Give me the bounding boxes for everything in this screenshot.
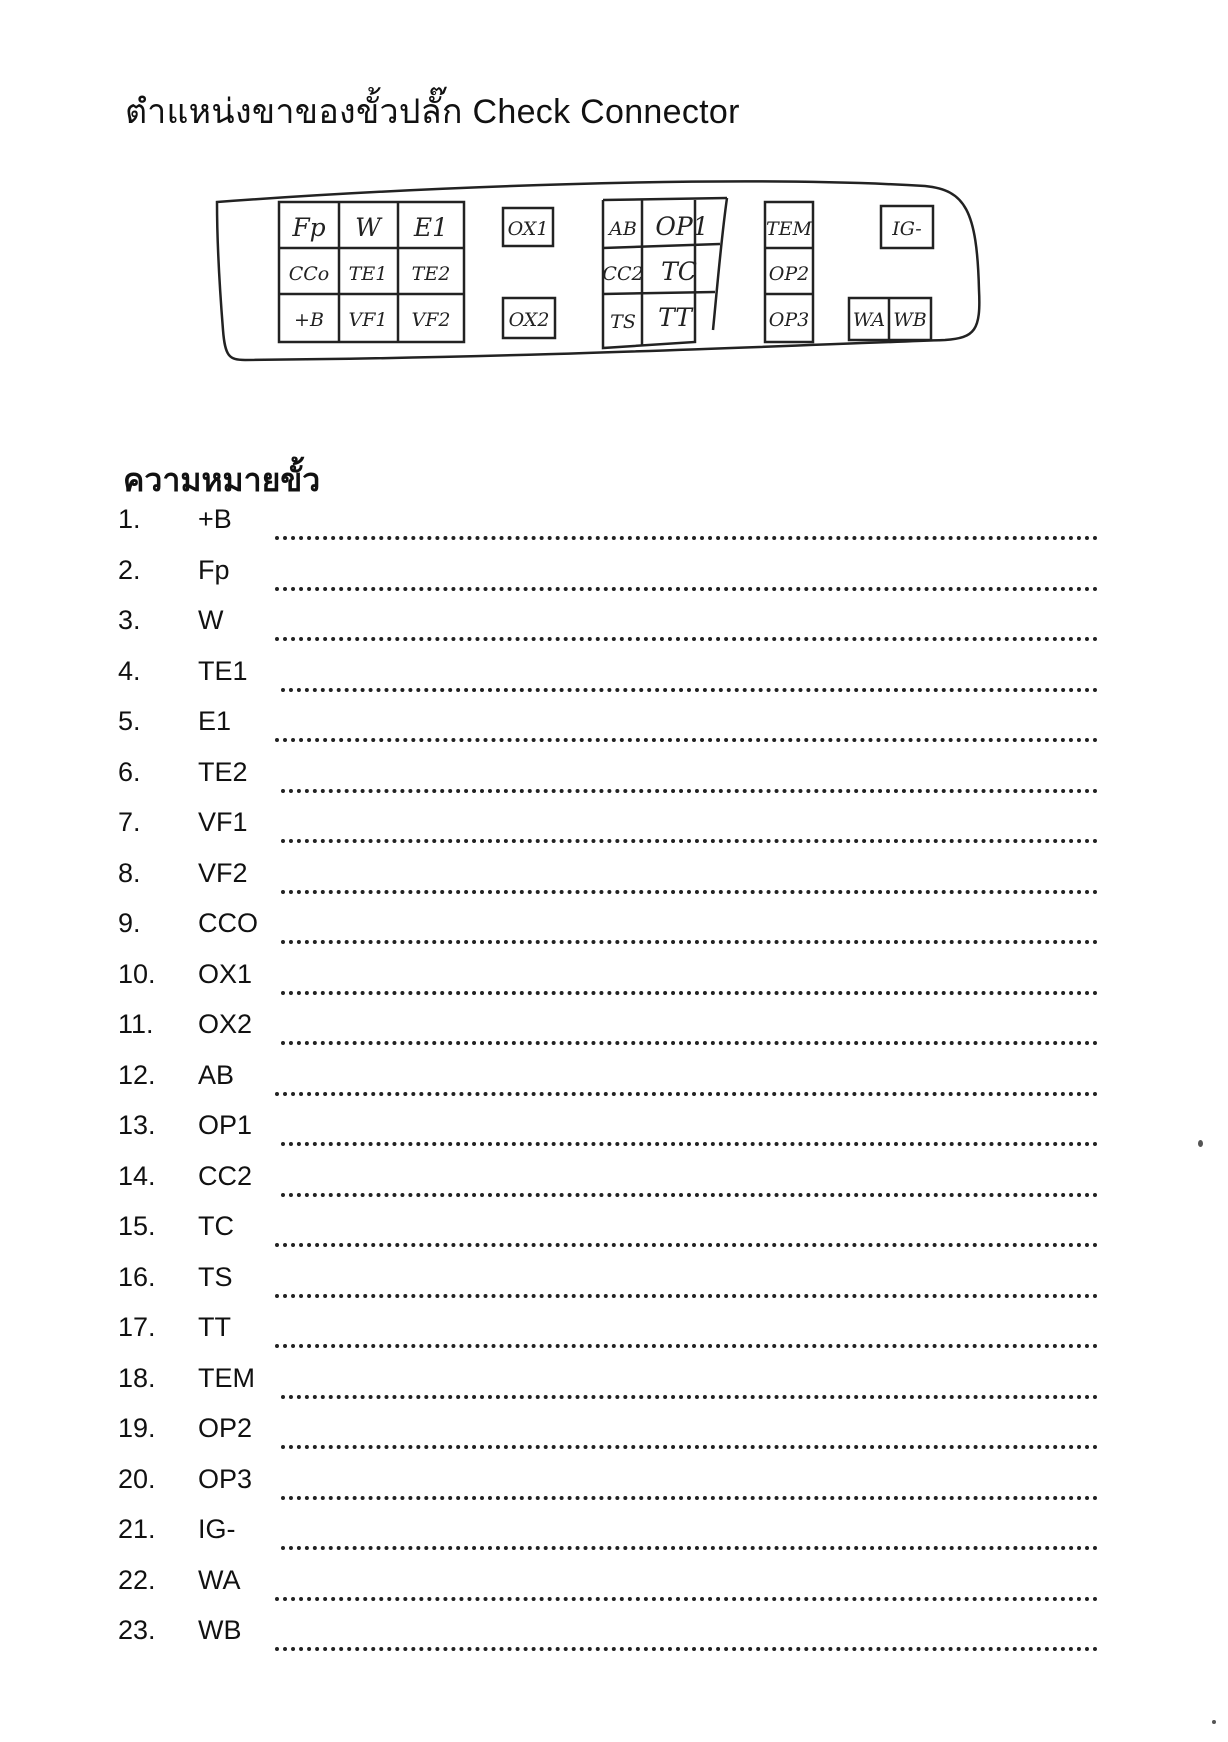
answer-blank-line[interactable]: [275, 1583, 1098, 1601]
pin-ig-label: IG-: [892, 218, 922, 240]
item-number: 20.: [118, 1463, 156, 1494]
pin-vf1-label: VF1: [348, 309, 388, 331]
item-number: 19.: [118, 1413, 156, 1443]
item-number: 16.: [118, 1261, 156, 1292]
pin-code: TT: [198, 1312, 231, 1342]
pin-wa-label: WA: [852, 309, 886, 331]
list-item: [118, 1611, 1098, 1662]
item-number: 14.: [118, 1160, 156, 1191]
pin-code: AB: [198, 1059, 235, 1090]
list-item: [118, 1056, 1098, 1107]
answer-blank-line[interactable]: [281, 825, 1098, 843]
pin-code: +B: [198, 504, 232, 534]
pin-fp-label: Fp: [292, 213, 326, 242]
answer-blank-line[interactable]: [281, 1431, 1098, 1449]
pin-op1-label: OP1: [655, 212, 709, 241]
item-number: 23.: [118, 1615, 156, 1645]
pin-code: IG-: [198, 1514, 236, 1544]
scan-speck: [1212, 1720, 1216, 1724]
pin-code: E1: [198, 706, 232, 736]
item-number: 2.: [118, 554, 141, 585]
pin-code: OX1: [198, 958, 253, 989]
pin-code: Fp: [198, 554, 230, 585]
list-item: [118, 551, 1098, 602]
pin-code: WB: [198, 1615, 242, 1645]
pin-op3-label: OP3: [768, 309, 810, 331]
connector-outline: [217, 181, 979, 360]
pin-code: OP3: [198, 1463, 253, 1494]
answer-blank-line[interactable]: [275, 1330, 1098, 1348]
pin-te2-label: TE2: [411, 263, 451, 285]
pin-code: OP1: [198, 1110, 253, 1140]
answer-blank-line[interactable]: [275, 623, 1098, 641]
item-number: 10.: [118, 958, 156, 989]
answer-blank-line[interactable]: [281, 1532, 1098, 1550]
item-number: 8.: [118, 857, 141, 888]
pin-code: CCO: [198, 908, 258, 938]
answer-blank-line[interactable]: [275, 1229, 1098, 1247]
item-number: 22.: [118, 1564, 156, 1595]
item-number: 11.: [118, 1009, 154, 1039]
pin-code: VF1: [198, 807, 248, 837]
answer-blank-line[interactable]: [281, 926, 1098, 944]
list-item: [118, 1510, 1098, 1561]
pin-vf2-label: VF2: [411, 309, 451, 331]
item-number: 4.: [118, 655, 141, 686]
list-item: [118, 753, 1098, 804]
item-number: 9.: [118, 908, 141, 938]
pin-ox1-label: OX1: [507, 218, 549, 240]
pin-code: W: [198, 605, 224, 635]
answer-blank-line[interactable]: [281, 1027, 1098, 1045]
list-item: [118, 1157, 1098, 1208]
pin-ab-label: AB: [609, 218, 637, 240]
list-item: [118, 1409, 1098, 1460]
list-item: [118, 1207, 1098, 1258]
item-number: 17.: [118, 1312, 156, 1342]
pin-ts-label: TS: [610, 311, 636, 333]
answer-blank-line[interactable]: [281, 977, 1098, 995]
answer-blank-line[interactable]: [281, 876, 1098, 894]
connector-drawing: [205, 180, 985, 410]
answer-blank-line[interactable]: [275, 522, 1098, 540]
item-number: 6.: [118, 756, 141, 787]
item-number: 1.: [118, 504, 141, 534]
answer-blank-line[interactable]: [281, 1128, 1098, 1146]
pin-cc2-label: CC2: [602, 263, 644, 285]
item-number: 15.: [118, 1211, 156, 1241]
item-number: 12.: [118, 1059, 156, 1090]
list-item: [118, 854, 1098, 905]
answer-blank-line[interactable]: [281, 1381, 1098, 1399]
answer-blank-line[interactable]: [275, 573, 1098, 591]
item-number: 7.: [118, 807, 141, 837]
section-title: ความหมายขั้ว: [123, 462, 321, 498]
list-item: [118, 904, 1098, 955]
answer-blank-line[interactable]: [275, 1633, 1098, 1651]
page-title: ตำแหน่งขาของขั้วปลั๊ก Check Connector: [125, 93, 740, 131]
list-item: [118, 500, 1098, 551]
list-item: [118, 1460, 1098, 1511]
pin-meaning-list: [118, 500, 1098, 1662]
list-item: [118, 652, 1098, 703]
pin-code: CC2: [198, 1160, 253, 1191]
pin-code: OP2: [198, 1413, 253, 1443]
item-number: 3.: [118, 605, 141, 635]
item-number: 13.: [118, 1110, 156, 1140]
pin-code: TE2: [198, 756, 248, 787]
scan-speck: [1198, 1140, 1203, 1147]
list-item: [118, 803, 1098, 854]
pin-cco-label: CCo: [288, 263, 330, 285]
pin-tt-label: TT: [658, 303, 692, 332]
list-item: [118, 1308, 1098, 1359]
item-number: 21.: [118, 1514, 156, 1544]
answer-blank-line[interactable]: [275, 1280, 1098, 1298]
pin-code: TE1: [198, 655, 248, 686]
answer-blank-line[interactable]: [275, 1078, 1098, 1096]
pin-code: TC: [198, 1211, 234, 1241]
pin-code: TS: [198, 1261, 233, 1292]
pin-code: VF2: [198, 857, 248, 888]
answer-blank-line[interactable]: [281, 775, 1098, 793]
list-item: [118, 955, 1098, 1006]
list-item: [118, 702, 1098, 753]
pin-e1-label: E1: [413, 213, 449, 242]
pin-plus-b-label: +B: [294, 309, 324, 331]
list-item: [118, 1005, 1098, 1056]
pin-op2-label: OP2: [768, 263, 810, 285]
pin-tc-label: TC: [661, 257, 697, 286]
item-number: 18.: [118, 1362, 156, 1393]
pin-code: WA: [198, 1564, 241, 1595]
list-item: [118, 1258, 1098, 1309]
answer-blank-line[interactable]: [275, 724, 1098, 742]
pin-wb-label: WB: [893, 309, 927, 331]
pin-te1-label: TE1: [348, 263, 388, 285]
check-connector-diagram: [205, 180, 985, 410]
list-item: [118, 1561, 1098, 1612]
pin-code: TEM: [198, 1362, 255, 1393]
answer-blank-line[interactable]: [281, 1482, 1098, 1500]
list-item: [118, 1106, 1098, 1157]
answer-blank-line[interactable]: [281, 1179, 1098, 1197]
list-item: [118, 1359, 1098, 1410]
pin-tem-label: TEM: [766, 218, 812, 240]
pin-w-label: W: [355, 213, 381, 242]
answer-blank-line[interactable]: [281, 674, 1098, 692]
pin-code: OX2: [198, 1009, 253, 1039]
item-number: 5.: [118, 706, 141, 736]
pin-ox2-label: OX2: [508, 309, 550, 331]
list-item: [118, 601, 1098, 652]
